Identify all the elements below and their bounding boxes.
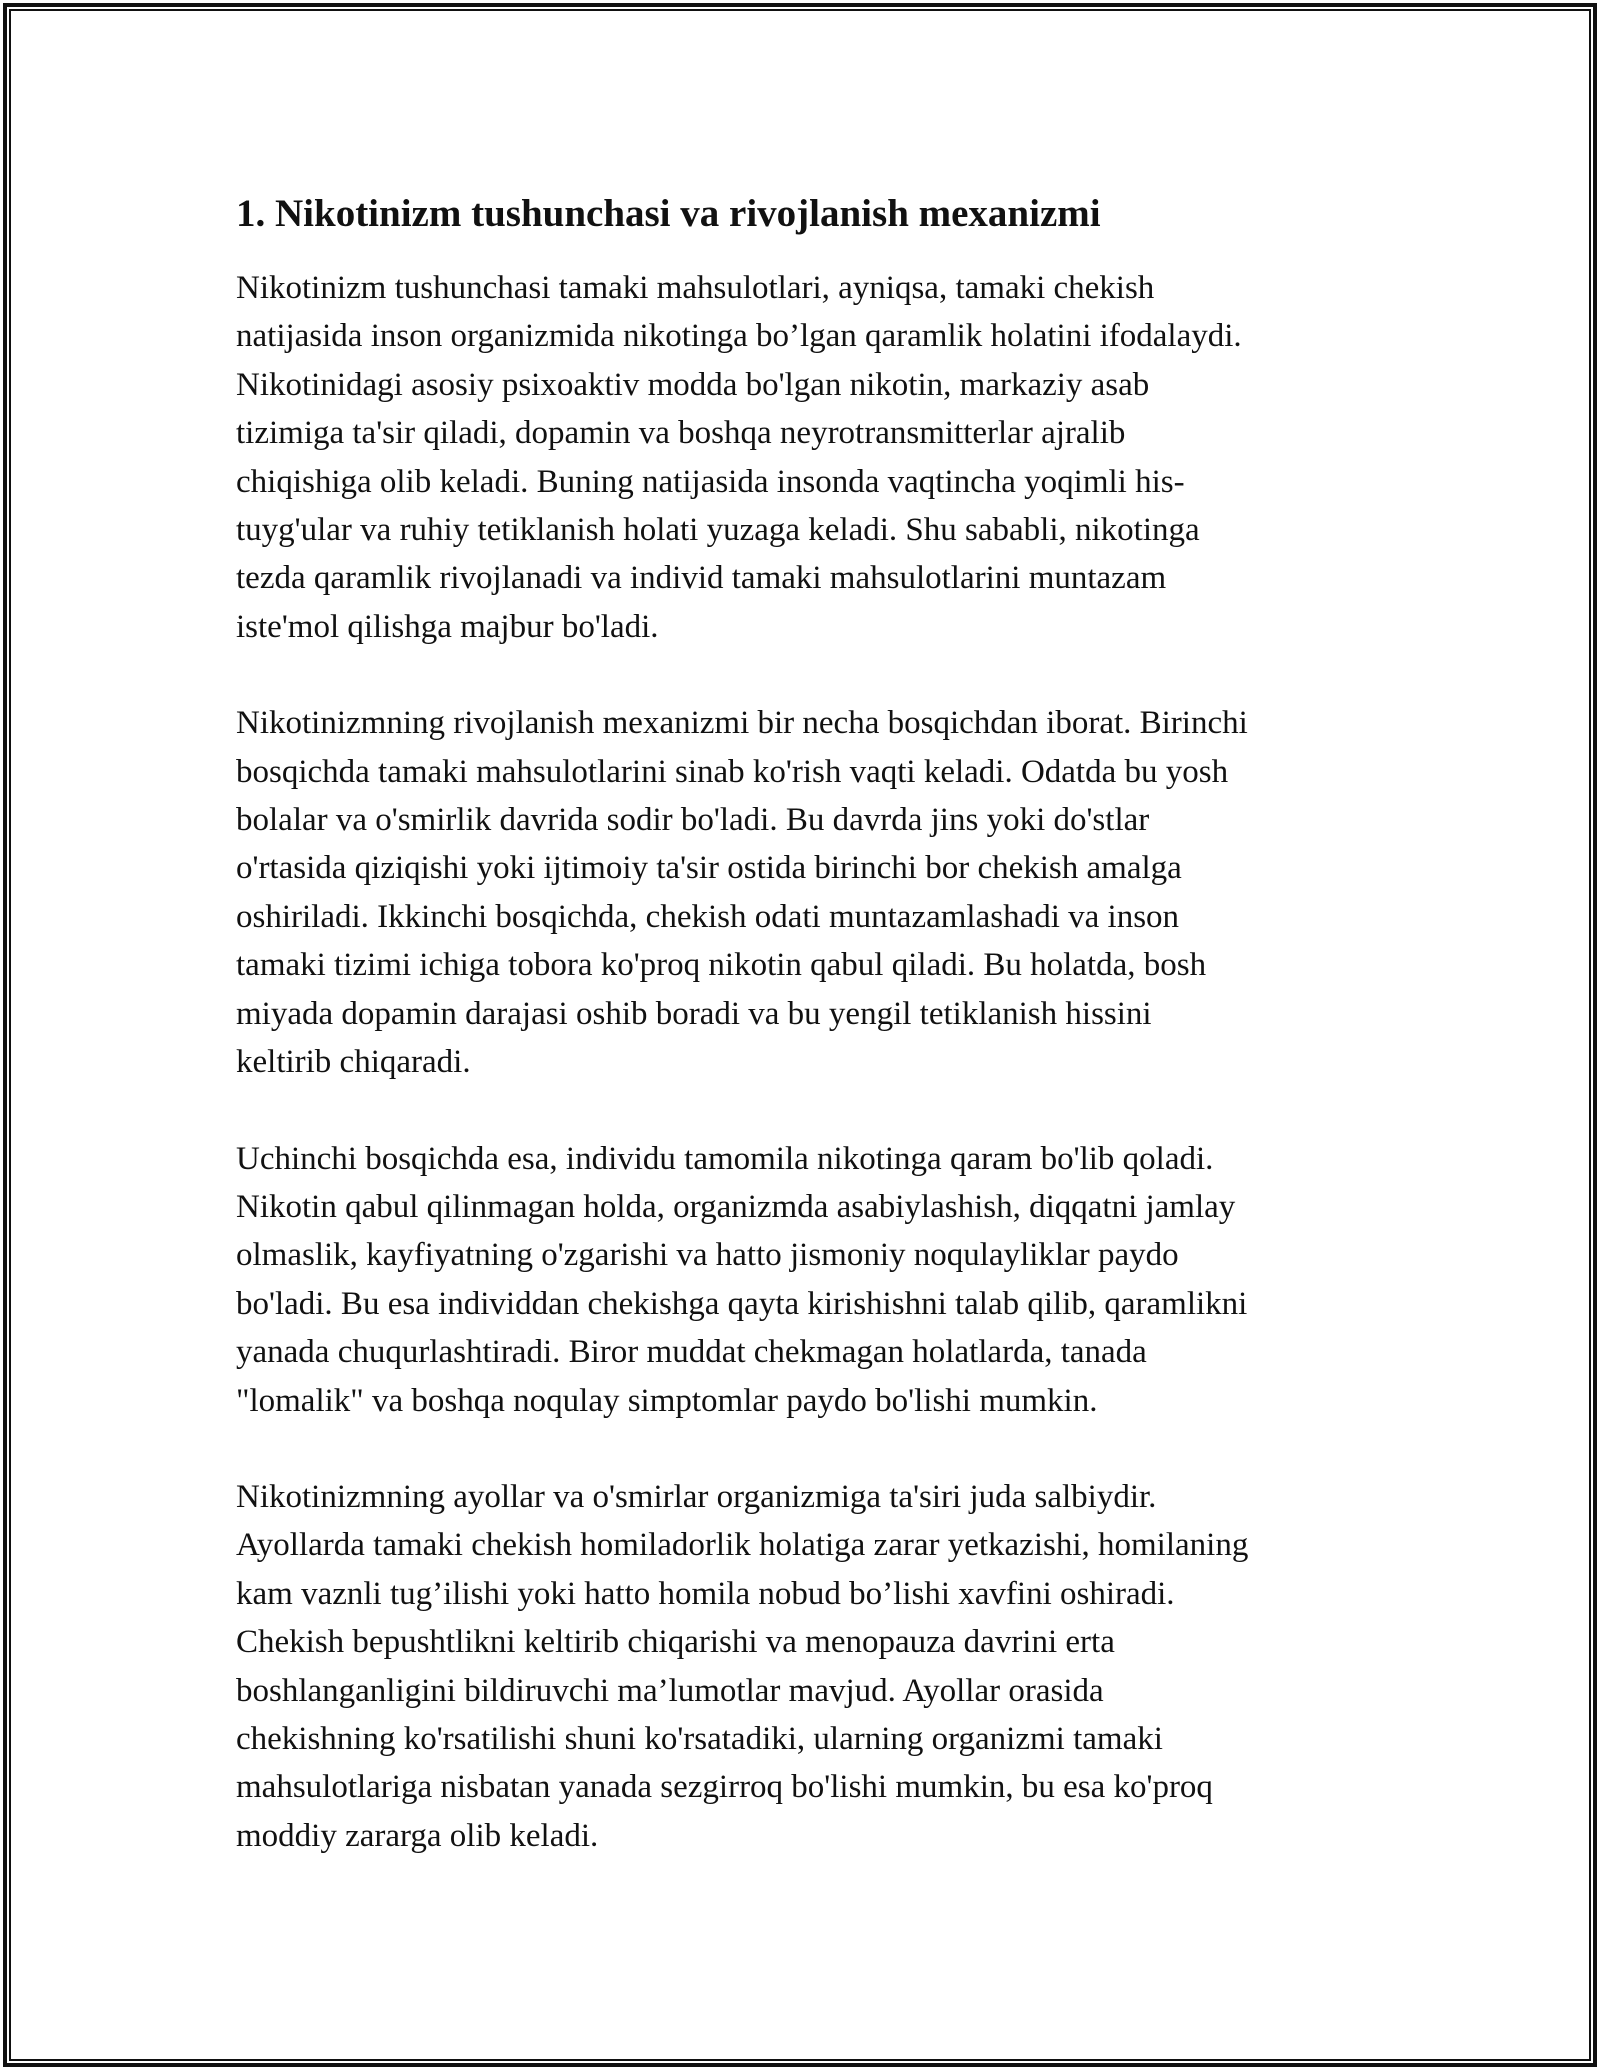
text-line: Nikotinizm tushunchasi tamaki mahsulotlari, ayniqsa, tamaki chekish <box>236 270 1155 306</box>
text-line: chiqishiga olib keladi. Buning natijasida insonda vaqtincha yoqimli his- <box>236 463 1185 500</box>
text-line: Nikotinizmning rivojlanish mexanizmi bir necha bosqichdan iborat. Birinchi <box>236 705 1248 742</box>
text-line: natijasida inson organizmida nikotinga bo’lgan qaramlik holatini ifodalaydi. <box>236 318 1242 355</box>
text-line: miyada dopamin darajasi oshib boradi va bu yengil tetiklanish hissini <box>236 995 1152 1032</box>
text-line: tuyg'ular va ruhiy tetiklanish holati yuzaga keladi. Shu sababli, nikotinga <box>236 512 1200 549</box>
text-line: Uchinchi bosqichda esa, individu tamomila nikotinga qaram bo'lib qoladi. <box>236 1140 1214 1177</box>
text-line: kam vaznli tug’ilishi yoki hatto homila nobud bo’lishi xavfini oshiradi. <box>236 1575 1175 1612</box>
text-line: bo'ladi. Bu esa individdan chekishga qayta kirishishni talab qilib, qaramlikni <box>236 1285 1248 1322</box>
text-line: Chekish bepushtlikni keltirib chiqarishi va menopauza davrini erta <box>236 1624 1115 1661</box>
text-line: moddiy zararga olib keladi. <box>236 1817 599 1854</box>
text-line: boshlanganligini bildiruvchi ma’lumotlar mavjud. Ayollar orasida <box>236 1672 1104 1709</box>
text-line: olmaslik, kayfiyatning o'zgarishi va hatto jismoniy noqulayliklar paydo <box>236 1237 1179 1274</box>
text-line: iste'mol qilishga majbur bo'ladi. <box>236 608 659 645</box>
text-line: keltirib chiqaradi. <box>236 1044 471 1081</box>
text-line: "lomalik" va boshqa noqulay simptomlar paydo bo'lishi mumkin. <box>236 1382 1098 1419</box>
text-line: tezda qaramlik rivojlanadi va individ tamaki mahsulotlarini muntazam <box>236 560 1167 597</box>
text-line: tamaki tizimi ichiga tobora ko'proq nikotin qabul qiladi. Bu holatda, bosh <box>236 947 1207 984</box>
paragraph-2 <box>236 699 1376 1086</box>
text-line: mahsulotlariga nisbatan yanada sezgirroq bo'lishi mumkin, bu esa ko'proq <box>236 1769 1213 1806</box>
text-line: Nikotinizmning ayollar va o'smirlar organizmiga ta'siri juda salbiydir. <box>236 1478 1157 1515</box>
text-line: oshiriladi. Ikkinchi bosqichda, chekish odati muntazamlashadi va inson <box>236 898 1180 935</box>
text-line: Nikotinidagi asosiy psixoaktiv modda bo'lgan nikotin, markaziy asab <box>236 366 1150 403</box>
text-line: yanada chuqurlashtiradi. Biror muddat chekmagan holatlarda, tanada <box>236 1334 1147 1371</box>
section-heading: 1. Nikotinizm tushunchasi va rivojlanish mexanizmi <box>236 192 1101 235</box>
text-line: chekishning ko'rsatilishi shuni ko'rsatadiki, ularning organizmi tamaki <box>236 1720 1163 1757</box>
text-line: bosqichda tamaki mahsulotlarini sinab ko'rish vaqti keladi. Odatda bu yosh <box>236 753 1229 790</box>
text-line: o'rtasida qiziqishi yoki ijtimoiy ta'sir ostida birinchi bor chekish amalga <box>236 850 1182 887</box>
text-line: Nikotin qabul qilinmagan holda, organizmda asabiylashish, diqqatni jamlay <box>236 1188 1236 1225</box>
text-line: Ayollarda tamaki chekish homiladorlik holatiga zarar yetkazishi, homilaning <box>236 1527 1249 1564</box>
text-line: tizimiga ta'sir qiladi, dopamin va boshqa neyrotransmitterlar ajralib <box>236 415 1126 452</box>
text-line: bolalar va o'smirlik davrida sodir bo'ladi. Bu davrda jins yoki do'stlar <box>236 802 1150 839</box>
paragraph-4 <box>236 1473 1376 1860</box>
paragraph-1 <box>236 264 1376 651</box>
paragraph-3 <box>236 1135 1376 1425</box>
document-body <box>236 188 1376 1908</box>
